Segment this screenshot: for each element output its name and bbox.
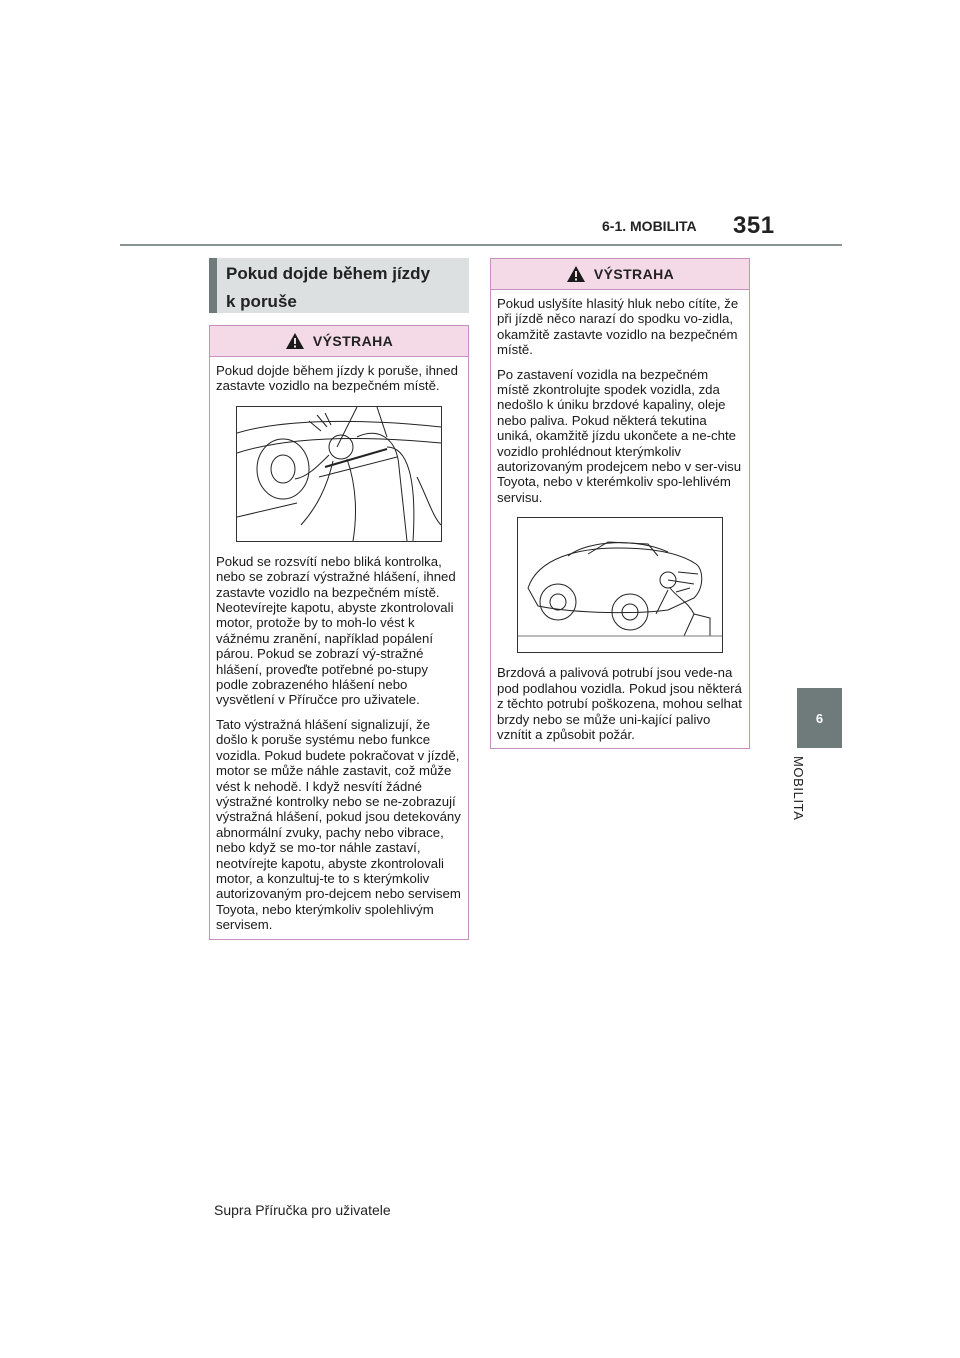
section-heading-line2: k poruše [226, 292, 297, 311]
footer-manual-title: Supra Příručka pro uživatele [214, 1202, 391, 1218]
chapter-label [782, 756, 812, 836]
warning-triangle-icon [285, 332, 305, 350]
car-inspection-icon [518, 518, 722, 652]
warning-body [210, 357, 468, 939]
driver-illustration-icon [237, 407, 441, 541]
warning-para1: Pokud se rozsvítí nebo bliká kontrolka, nebo se zobrazí výstražné hlášení, ihned zastavte vozidlo na bezpečném místě. Neotevírejte kapotu, abyste zkontrolovali motor, protože by to moh-lo vést k vážnému zranění, například popálení párou. Pokud se zobrazí vý-stražné hlášení, proveďte potřebné po-stupy podle zobrazeného hlášení nebo vysvětlení v Příručce pro uživatele. [216, 553, 456, 708]
warning-box-left [209, 325, 469, 940]
warning-para3: Brzdová a palivová potrubí jsou vede-na pod podlahou vozidla. Pokud jsou některá z těchto potrubí poškozena, mohou selhat brzdy nebo se může uni-kající palivo vznítit a způsobit požár. [497, 665, 742, 742]
warning-label: VÝSTRAHA [593, 266, 675, 282]
page-number: 351 [733, 212, 775, 239]
warning-triangle-icon [566, 265, 586, 283]
underbody-inspection-illustration [517, 517, 723, 653]
warning-label: VÝSTRAHA [312, 333, 394, 349]
chapter-tab[interactable]: 6 [797, 688, 842, 748]
warning-para2: Po zastavení vozidla na bezpečném místě zkontrolujte spodek vozidla, zda nedošlo k úniku brzdové kapaliny, oleje nebo paliva. Pokud některá tekutina uniká, okamžitě jízdu ukončete a ne-chte vozidlo prohlédnout kterýmkoliv autorizovaným prodejcem nebo v ser-visu Toyota, nebo v kterémkoliv spo-lehlivém servisu. [497, 366, 742, 505]
warning-body [491, 290, 749, 748]
right-column [490, 258, 750, 749]
warning-header [491, 259, 749, 290]
section-heading [209, 258, 469, 313]
warning-box-right [490, 258, 750, 749]
warning-para1: Pokud uslyšíte hlasitý hluk nebo cítíte, že při jízdě něco narazí do spodku vo-zidla, okamžitě zastavte vozidlo na bezpečném místě. [497, 296, 739, 358]
section-heading-line1: Pokud dojde během jízdy [226, 264, 431, 283]
driver-braking-illustration [236, 406, 442, 542]
warning-header [210, 326, 468, 357]
chapter-label-text: MOBILITA [791, 756, 806, 821]
header-divider [120, 244, 842, 246]
left-column [209, 258, 469, 940]
warning-para2: Tato výstražná hlášení signalizují, že došlo k poruše systému nebo funkce vozidla. Pokud budete pokračovat v jízdě, motor se může náhle zastavit, což může vést k nehodě. I když nesvítí žádné výstražné kontrolky nebo se ne-zobrazují výstražná hlášení, pokud jsou detekovány abnormální zvuky, pachy nebo vibrace, nebo když se mo-tor náhle zastaví, neotvírejte kapotu, abyste zkontrolovali motor, a konzultuj-te to s kterýmkoliv autorizovaným pro-dejcem nebo servisem Toyota, nebo kterýmkoliv spolehlivým servisem. [216, 716, 461, 933]
section-title: 6-1. MOBILITA [602, 218, 697, 234]
warning-intro: Pokud dojde během jízdy k poruše, ihned zastavte vozidlo na bezpečném místě. [216, 363, 458, 394]
